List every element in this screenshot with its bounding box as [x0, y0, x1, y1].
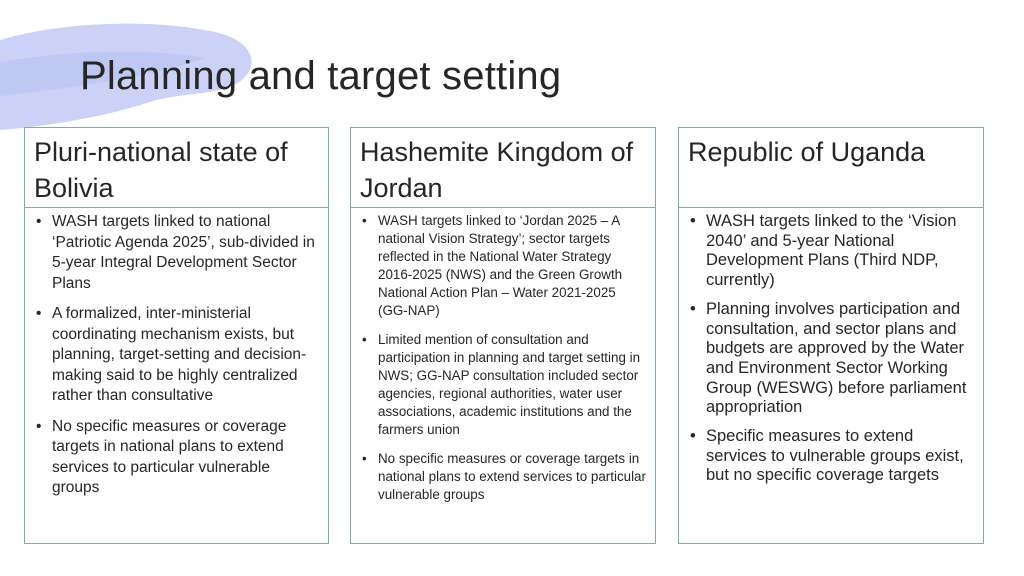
country-card-jordan — [350, 127, 656, 544]
slide-title: Planning and target setting — [80, 54, 562, 98]
bullet-item: • WASH targets linked to the ‘Vision 2040’ and 5-year National Development Plans (Third NDP, currently) — [687, 212, 975, 291]
bullet-list — [359, 212, 647, 504]
bullet-list — [687, 212, 975, 486]
country-card-uganda — [678, 127, 984, 544]
bullet-item: • WASH targets linked to ‘Jordan 2025 – A national Vision Strategy’; sector targets reflected in the National Water Strategy 2016-2025 (NWS) and the Green Growth National Action Plan – Water 2021-2025 (GG-NAP) — [359, 212, 647, 320]
bullet-item: • No specific measures or coverage targets in national plans to extend services to particular vulnerable groups — [33, 417, 320, 499]
bullet-item: • A formalized, inter-ministerial coordinating mechanism exists, but planning, target-setting and decision-making said to be highly centralized rather than consultative — [33, 304, 320, 407]
bullet-item: • Limited mention of consultation and participation in planning and target setting in NWS; GG-NAP consultation included sector agencies, regional authorities, water user associations, academic institutions and the farmers union — [359, 331, 647, 439]
card-body — [351, 208, 655, 504]
card-body — [679, 208, 983, 486]
card-body — [25, 208, 328, 499]
bullet-item: • Planning involves participation and consultation, and sector plans and budgets are approved by the Water and Environment Sector Working Group (WESWG) before parliament appropriation — [687, 300, 975, 418]
bullet-item: • WASH targets linked to national ‘Patriotic Agenda 2025’, sub-divided in 5-year Integral Development Sector Plans — [33, 212, 320, 294]
bullet-item: • No specific measures or coverage targets in national plans to extend services to particular vulnerable groups — [359, 450, 647, 504]
country-card-bolivia — [24, 127, 329, 544]
card-heading: Hashemite Kingdom of Jordan — [351, 128, 655, 208]
card-heading: Pluri-national state of Bolivia — [25, 128, 328, 208]
bullet-list — [33, 212, 320, 499]
bullet-item: • Specific measures to extend services to vulnerable groups exist, but no specific coverage targets — [687, 427, 975, 486]
card-heading: Republic of Uganda — [679, 128, 983, 208]
